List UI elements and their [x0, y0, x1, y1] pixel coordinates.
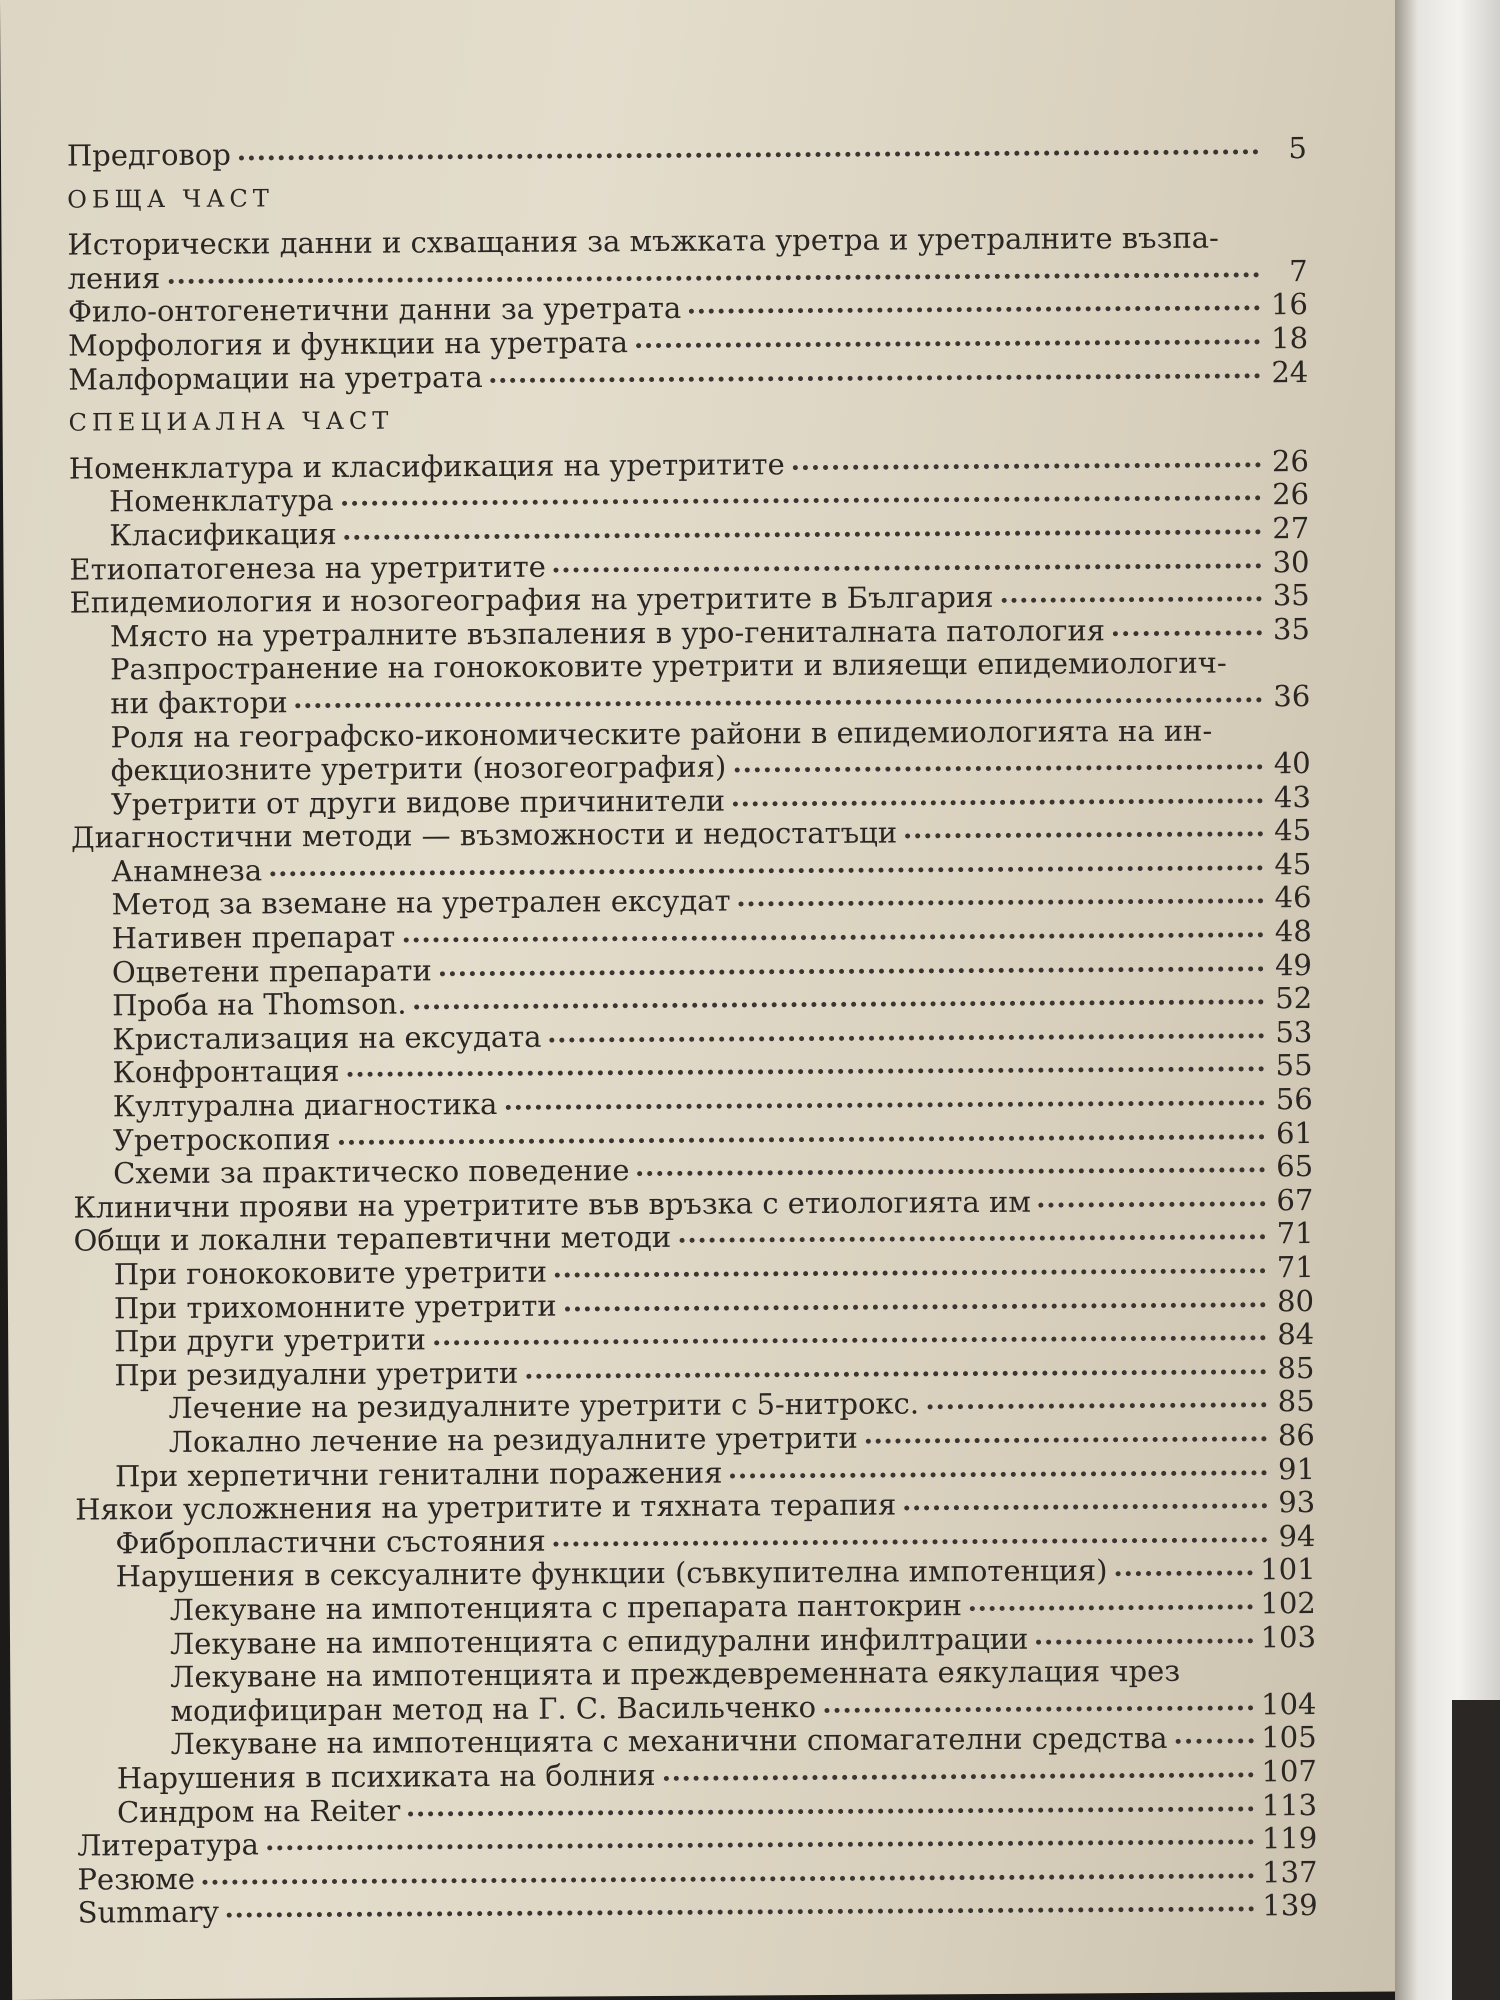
toc-entry-page: 91 [1277, 1451, 1316, 1486]
dot-leader [345, 523, 1262, 540]
dot-leader [440, 960, 1264, 976]
toc-entry-label: При трихомонните уретрити [113, 1288, 557, 1325]
dot-leader [637, 1162, 1265, 1177]
toc-entry-label: Лекуване на импотенцията с препарата пантокрин [169, 1588, 963, 1627]
dot-leader [549, 1027, 1264, 1042]
toc-entry-page: 85 [1277, 1384, 1315, 1419]
toc-entry-page: 61 [1275, 1115, 1314, 1150]
toc-entry-label: ни фактори [110, 685, 288, 721]
toc-entry-page: 40 [1273, 746, 1311, 781]
toc-entry-label: Конфронтация [112, 1054, 340, 1090]
dot-leader [793, 456, 1261, 470]
toc-entry-label: Роля на географско-икономическите райони в епидемиологията на ин- [110, 713, 1213, 754]
toc-entry-page: 102 [1260, 1585, 1316, 1621]
dot-leader [1115, 1565, 1252, 1577]
toc-entry-page: 85 [1277, 1350, 1315, 1386]
dot-leader [679, 1229, 1265, 1244]
toc-entry-label: Метод за вземане на уретрален ексудат [111, 884, 731, 922]
toc-entry-page: 45 [1274, 813, 1312, 848]
dot-leader [267, 1833, 1254, 1850]
book-cover-corner [1452, 1700, 1500, 2000]
dot-leader [636, 333, 1260, 348]
dot-leader [905, 826, 1263, 839]
toc-entry-label: Малформации на уретрата [68, 359, 483, 397]
toc-entry-page: 65 [1276, 1149, 1314, 1184]
dot-leader [296, 691, 1263, 708]
toc-entry [68, 356, 1308, 397]
toc-entry-label: Лечение на резидуалните уретрити с 5-нитрокс. [168, 1386, 920, 1426]
toc-entry-label: Лекуване на импотенцията с механични спомагателни средства [170, 1721, 1168, 1762]
toc-entry-label: Уретроскопия [112, 1121, 331, 1157]
dot-leader [414, 994, 1264, 1010]
toc-entry-page: 139 [1262, 1888, 1318, 1923]
toc-entry-label: Етиопатогенеза на уретритите [69, 549, 547, 587]
dot-leader [491, 367, 1261, 383]
dot-leader [1039, 1195, 1266, 1207]
toc-entry-label: Място на уретралните възпаления в уро-гениталната патология [109, 612, 1106, 654]
toc-entry-page: 35 [1272, 578, 1310, 613]
toc-entry-label: Summary [77, 1894, 219, 1930]
toc-entry-page: 56 [1275, 1082, 1313, 1117]
toc-entry-label: Исторически данни и схващания за мъжката уретра и уретралните възпа- [67, 220, 1219, 262]
toc-entry-label: Резюме [77, 1861, 196, 1897]
dot-leader [866, 1430, 1267, 1443]
toc-entry-label: Схеми за практическо поведение [113, 1153, 630, 1191]
toc-entry-page: 27 [1272, 510, 1310, 546]
toc-entry-page: 103 [1260, 1619, 1317, 1654]
toc-entry-label: При херпетични генитални поражения [114, 1455, 723, 1493]
dot-leader [203, 1867, 1254, 1884]
dot-leader [733, 792, 1263, 806]
toc-entry-page: 101 [1260, 1552, 1316, 1587]
toc-entry-label: Фило-онтогенетични данни за уретрата [67, 291, 682, 329]
toc-entry-label: ления [67, 260, 161, 296]
toc-entry-page: 137 [1261, 1854, 1318, 1890]
dot-leader [1175, 1733, 1253, 1744]
toc-entry-label: Номенклатура [108, 483, 334, 519]
toc-entry-page: 35 [1272, 611, 1310, 646]
toc-entry-label: Уретрити от други видове причинители [110, 783, 726, 822]
dot-leader [927, 1397, 1267, 1410]
toc-entry-label: Диагностични методи — възможности и недостатъци [71, 815, 898, 855]
toc-entry-page: 80 [1276, 1283, 1315, 1318]
dot-leader [347, 1061, 1264, 1078]
toc-entry-page: 7 [1289, 253, 1308, 288]
toc-entry-page: 5 [1288, 131, 1308, 166]
toc-entry-page: 18 [1271, 320, 1309, 356]
toc-entry-label: Оцветени препарати [111, 953, 432, 989]
toc-entry-label: Синдром на Reiter [116, 1793, 401, 1829]
toc-entry-page: 71 [1276, 1216, 1314, 1251]
dot-leader [664, 1766, 1254, 1781]
dot-leader [434, 1329, 1266, 1345]
dot-leader [338, 1128, 1265, 1145]
toc-entry-page: 26 [1271, 443, 1309, 478]
toc-entry-label: Нарушения в психиката на болния [116, 1757, 656, 1796]
toc-entry-page: 55 [1275, 1048, 1313, 1083]
toc-entry-page: 119 [1261, 1821, 1318, 1856]
dot-leader [270, 859, 1263, 876]
toc-entry-page: 71 [1276, 1249, 1314, 1285]
toc-entry-label: Нативен препарат [111, 919, 396, 956]
toc-entry [78, 1889, 1318, 1930]
toc-entry-page: 45 [1274, 846, 1312, 882]
toc-entry-label: Културална диагностика [112, 1087, 498, 1124]
toc-entry-label: Проба на Thomson. [112, 986, 407, 1023]
toc-entry-label: Някои усложнения на уретритите и тяхната терапия [75, 1487, 897, 1527]
dot-leader [554, 557, 1262, 572]
toc-entry-page: 26 [1272, 477, 1310, 512]
toc-entry-label: Фибропластични състояния [115, 1523, 546, 1561]
toc-entry-label: Лекуване на импотенцията и преждевременната еякулация чрез [170, 1653, 1181, 1695]
toc-entry-label: Литература [77, 1827, 259, 1863]
toc-entry-label: Кристализация на ексудата [112, 1019, 542, 1057]
general-part-list [67, 221, 1308, 397]
dot-leader [730, 1464, 1267, 1478]
toc-entry-page: 46 [1274, 880, 1312, 915]
toc-entry-page: 94 [1278, 1518, 1316, 1553]
dot-leader [239, 143, 1259, 160]
dot-leader [168, 266, 1260, 284]
toc-entry-label: Лекуване на импотенцията с епидурални инфилтрации [169, 1621, 1029, 1661]
dot-leader [555, 1262, 1266, 1277]
toc-entry-label: Локално лечение на резидуалните уретрити [168, 1420, 858, 1459]
toc-entry-page: 52 [1275, 981, 1313, 1016]
toc-entry-page: 104 [1260, 1686, 1317, 1722]
toc-entry-page: 67 [1276, 1182, 1314, 1218]
dot-leader [739, 893, 1264, 907]
toc-entry-page: 53 [1275, 1014, 1313, 1050]
toc-entry-label: Разпространение на гонококовите уретрити и влияещи епидемиологич- [109, 645, 1227, 687]
toc-entry-label: фекциозните уретрити (нозогеография) [110, 749, 727, 788]
toc-entry-label: Предговор [66, 137, 231, 173]
toc-entry-label: Нарушения в сексуалните функции (съвкупителна импотенция) [115, 1553, 1108, 1594]
toc-entry-label: Клинични прояви на уретритите във връзка с етиологията им [73, 1184, 1031, 1225]
dot-leader [689, 300, 1260, 314]
toc-entry-label: модифициран метод на Г. С. Васильченко [170, 1689, 817, 1728]
dot-leader [1113, 624, 1262, 636]
toc-entry-page: 30 [1272, 544, 1310, 579]
dot-leader [970, 1598, 1253, 1611]
toc-entry-page: 36 [1273, 678, 1311, 714]
toc-entry-page: 43 [1273, 779, 1311, 814]
section-heading-special: СПЕЦИАЛНА ЧАСТ [68, 406, 394, 437]
toc-entry-page: 113 [1261, 1787, 1318, 1822]
toc-entry-label: Класификация [109, 516, 337, 553]
table-of-contents [67, 132, 1318, 1930]
toc-entry-label: При резидуални уретрити [114, 1355, 519, 1393]
dot-leader [734, 758, 1263, 772]
toc-entry-page: 16 [1270, 287, 1308, 322]
toc-entry-label: Анамнеза [111, 853, 263, 889]
dot-leader [554, 1531, 1268, 1546]
toc-entry-page: 49 [1274, 947, 1313, 982]
dot-leader [227, 1901, 1255, 1918]
dot-leader [1036, 1632, 1252, 1644]
dot-leader [403, 926, 1263, 942]
toc-entry-label: Морфология и функции на уретрата [68, 325, 629, 363]
toc-entry-page: 84 [1277, 1317, 1315, 1352]
special-part-list [69, 445, 1318, 1931]
dot-leader [904, 1497, 1267, 1510]
toc-entry-page: 107 [1261, 1753, 1317, 1789]
toc-entry-label: Номенклатура и класификация на уретритите [68, 446, 785, 486]
toc-entry-label: При други уретрити [114, 1322, 427, 1359]
dot-leader [408, 1800, 1253, 1816]
toc-entry-label: Общи и локални терапевтични методи [73, 1220, 672, 1258]
toc-entry-page: 93 [1278, 1485, 1316, 1520]
toc-entry-page: 24 [1271, 354, 1309, 389]
dot-leader [526, 1363, 1266, 1379]
toc-entry-page: 105 [1261, 1720, 1317, 1755]
dot-leader [824, 1699, 1253, 1713]
toc-entry-page: 86 [1277, 1417, 1315, 1453]
dot-leader [1002, 590, 1262, 603]
dot-leader [342, 490, 1261, 507]
toc-entry-label: Епидемиология и нозогеография на уретритите в България [69, 580, 994, 620]
toc-entry-preface [67, 132, 1307, 173]
toc-entry-label: При гонококовите уретрити [113, 1254, 548, 1292]
dot-leader [505, 1094, 1264, 1110]
section-heading-general: ОБЩА ЧАСТ [67, 183, 274, 214]
toc-entry-page: 48 [1274, 914, 1312, 949]
dot-leader [565, 1296, 1266, 1311]
